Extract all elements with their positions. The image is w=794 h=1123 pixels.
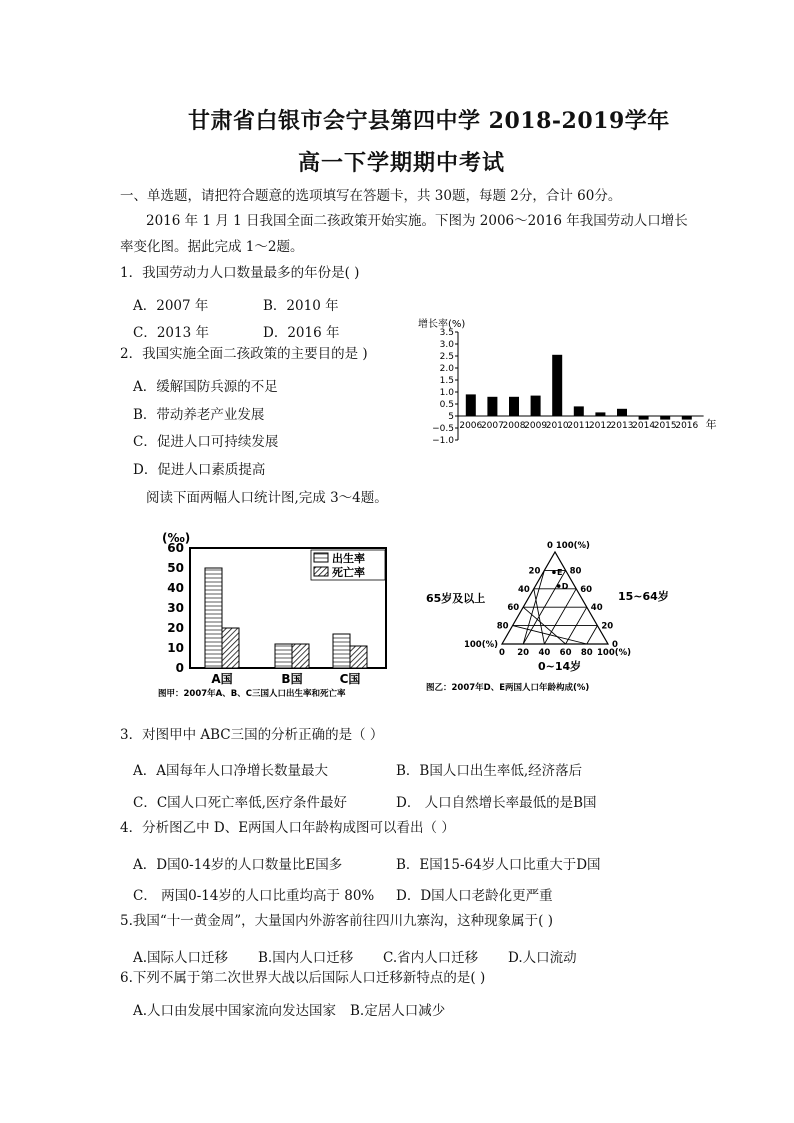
y-tick-label: −1.0 — [432, 436, 454, 446]
q5-option-c[interactable]: C.省内人口迁移 — [383, 950, 479, 966]
y-tick-label: 5 — [448, 412, 454, 422]
q1-option-a[interactable]: A．2007 年 — [133, 298, 209, 314]
q5-option-a[interactable]: A.国际人口迁移 — [133, 950, 229, 966]
q3-option-c[interactable]: C．C国人口死亡率低,医疗条件最好 — [133, 795, 347, 811]
q2-option-a[interactable]: A．缓解国防兵源的不足 — [133, 379, 278, 395]
q1-option-d[interactable]: D．2016 年 — [263, 325, 340, 341]
left-tick-label: 60 — [507, 603, 520, 614]
left-tick-label: 100(%) — [463, 640, 498, 650]
y-tick-label: 10 — [167, 641, 184, 655]
q2-option-c[interactable]: C．促进人口可持续发展 — [133, 434, 279, 450]
bar-death-rate — [222, 628, 239, 668]
title-line2: 高一下学期期中考试 — [298, 150, 506, 176]
q4-option-c[interactable]: C． 两国0-14岁的人口比重均高于 80% — [133, 888, 375, 904]
bar-death-rate — [292, 644, 309, 668]
q6-stem: 6.下列不属于第二次世界大战以后国际人口迁移新特点的是( ) — [120, 970, 486, 986]
bar-birth-rate — [205, 568, 222, 668]
top-tick-label: 0 100(%) — [547, 541, 590, 551]
bar — [574, 406, 584, 416]
y-axis-title: (‰) — [162, 531, 191, 545]
age-structure-ternary-chart — [418, 538, 698, 698]
bottom-axis-label: 0~14岁 — [538, 660, 582, 673]
q3-stem: 3．对图甲中 ABC三国的分析正确的是（ ） — [120, 727, 384, 743]
x-tick-label: 2006 — [459, 421, 483, 431]
bottom-tick-label: 0 — [499, 648, 505, 658]
bar — [660, 416, 670, 420]
q2-stem: 2．我国实施全面二孩政策的主要目的是 ) — [120, 346, 368, 362]
y-axis-title: 增长率(%) — [418, 319, 466, 330]
right-tick-label: 60 — [580, 584, 593, 595]
grid-line — [587, 626, 598, 644]
legend-label-birth: 出生率 — [332, 552, 365, 565]
x-tick-label: 2013 — [610, 421, 634, 431]
point-e — [552, 570, 556, 574]
x-tick-label: 2012 — [588, 421, 612, 431]
q5-option-b[interactable]: B.国内人口迁移 — [258, 950, 354, 966]
grid-line — [534, 589, 545, 644]
y-tick-label: 2.5 — [439, 352, 454, 362]
bar-birth-rate — [333, 634, 350, 668]
q1-option-b[interactable]: B．2010 年 — [263, 298, 339, 314]
y-tick-label: 20 — [167, 621, 184, 635]
q2-option-d[interactable]: D．促进人口素质提高 — [133, 462, 266, 478]
x-tick-label: 2014 — [632, 421, 656, 431]
y-tick-label: 0.5 — [439, 400, 454, 410]
y-tick-label: 2.0 — [439, 364, 454, 374]
right-tick-label: 80 — [569, 566, 582, 577]
x-tick-label: 2011 — [567, 421, 591, 431]
bar — [552, 355, 562, 416]
bar-death-rate — [350, 646, 367, 668]
y-tick-label: 60 — [167, 541, 184, 555]
right-axis-label: 15~64岁 — [618, 590, 669, 603]
bar — [487, 397, 497, 416]
bar — [617, 409, 627, 416]
point-label: D — [561, 582, 569, 592]
bottom-tick-label: 40 — [538, 648, 551, 658]
q2-option-b[interactable]: B．带动养老产业发展 — [133, 407, 265, 423]
bar — [509, 397, 519, 416]
legend-swatch-death — [314, 567, 328, 576]
x-tick-label: 2008 — [502, 421, 526, 431]
left-axis-label: 65岁及以上 — [426, 592, 486, 605]
ternary-outline — [502, 552, 608, 644]
bar — [682, 416, 692, 420]
left-tick-label: 20 — [528, 566, 541, 577]
y-tick-label: 30 — [167, 601, 184, 615]
x-tick-label: 2010 — [545, 421, 569, 431]
bottom-tick-label: 60 — [559, 648, 572, 658]
q1-option-c[interactable]: C．2013 年 — [133, 325, 209, 341]
chart-caption: 图甲：2007年A、B、C三国人口出生率和死亡率 — [158, 689, 346, 699]
q6-option-b[interactable]: B.定居人口减少 — [350, 1003, 446, 1019]
legend-swatch-birth — [314, 553, 328, 562]
q1-stem: 1．我国劳动力人口数量最多的年份是( ) — [120, 265, 360, 281]
section-heading: 一、单选题，请把符合题意的选项填写在答题卡，共 30题，每题 2分，合计 60分。 — [120, 188, 622, 204]
x-tick-label: 2015 — [653, 421, 677, 431]
q4-stem: 4．分析图乙中 D、E两国人口年龄构成图可以看出（ ） — [120, 820, 455, 836]
intro1-line2: 率变化图。据此完成 1～2题。 — [120, 239, 304, 255]
point-d — [557, 584, 561, 588]
q5-stem: 5.我国“十一黄金周”，大量国内外游客前往四川九寨沟，这种现象属于( ) — [120, 913, 554, 929]
x-tick-label: B国 — [281, 672, 303, 686]
y-tick-label: 1.0 — [439, 388, 454, 398]
bar — [595, 412, 605, 416]
q4-option-d[interactable]: D．D国人口老龄化更严重 — [396, 888, 553, 904]
y-tick-label: 0 — [175, 661, 184, 675]
point-label: E — [556, 568, 563, 578]
y-tick-label: 40 — [167, 581, 184, 595]
y-tick-label: 1.5 — [439, 376, 454, 386]
q3-option-b[interactable]: B．B国人口出生率低,经济落后 — [396, 763, 583, 779]
x-tick-label: A国 — [211, 672, 233, 686]
intro2: 阅读下面两幅人口统计图,完成 3～4题。 — [146, 490, 388, 506]
x-tick-label: 2007 — [480, 421, 504, 431]
bottom-tick-label: 100(%) — [596, 648, 632, 658]
x-tick-label: C国 — [339, 672, 361, 686]
y-tick-label: 3.0 — [439, 340, 454, 350]
bottom-tick-label: 20 — [517, 648, 530, 658]
q6-option-a[interactable]: A.人口由发展中国家流向发达国家 — [133, 1003, 337, 1019]
bar — [639, 416, 649, 420]
left-tick-label: 40 — [517, 584, 530, 595]
birth-death-rate-chart — [128, 528, 418, 700]
q4-option-b[interactable]: B．E国15-64岁人口比重大于D国 — [396, 857, 601, 873]
grid-line — [544, 589, 576, 644]
legend-label-death: 死亡率 — [332, 566, 365, 579]
bar-birth-rate — [275, 644, 292, 668]
right-tick-label: 40 — [590, 603, 603, 614]
right-tick-label: 20 — [601, 621, 614, 632]
x-tick-label: 2009 — [524, 421, 548, 431]
chart-caption: 图乙：2007年D、E两国人口年龄构成(%) — [426, 683, 590, 693]
x-axis-unit: 年 — [705, 418, 717, 431]
y-tick-label: 3.5 — [439, 328, 454, 338]
right-tick-label: 0 — [612, 640, 618, 650]
x-tick-label: 2016 — [675, 421, 699, 431]
q3-option-d[interactable]: D． 人口自然增长率最低的是B国 — [396, 795, 597, 811]
y-tick-label: 50 — [167, 561, 184, 575]
q4-option-a[interactable]: A．D国0-14岁的人口数量比E国多 — [133, 857, 343, 873]
intro1-line1: 2016 年 1 月 1 日我国全面二孩政策开始实施。下图为 2006～2016 年我国劳动人口增长 — [146, 213, 688, 229]
left-tick-label: 80 — [496, 621, 509, 632]
y-tick-label: −0.5 — [432, 424, 454, 434]
bottom-tick-label: 80 — [580, 648, 593, 658]
bar — [466, 394, 476, 416]
bar — [531, 396, 541, 416]
title-line1: 甘肃省白银市会宁县第四中学 2018-2019学年 — [188, 108, 670, 134]
labor-growth-chart — [410, 318, 740, 453]
q5-option-d[interactable]: D.人口流动 — [508, 950, 577, 966]
q3-option-a[interactable]: A．A国每年人口净增长数量最大 — [133, 763, 328, 779]
